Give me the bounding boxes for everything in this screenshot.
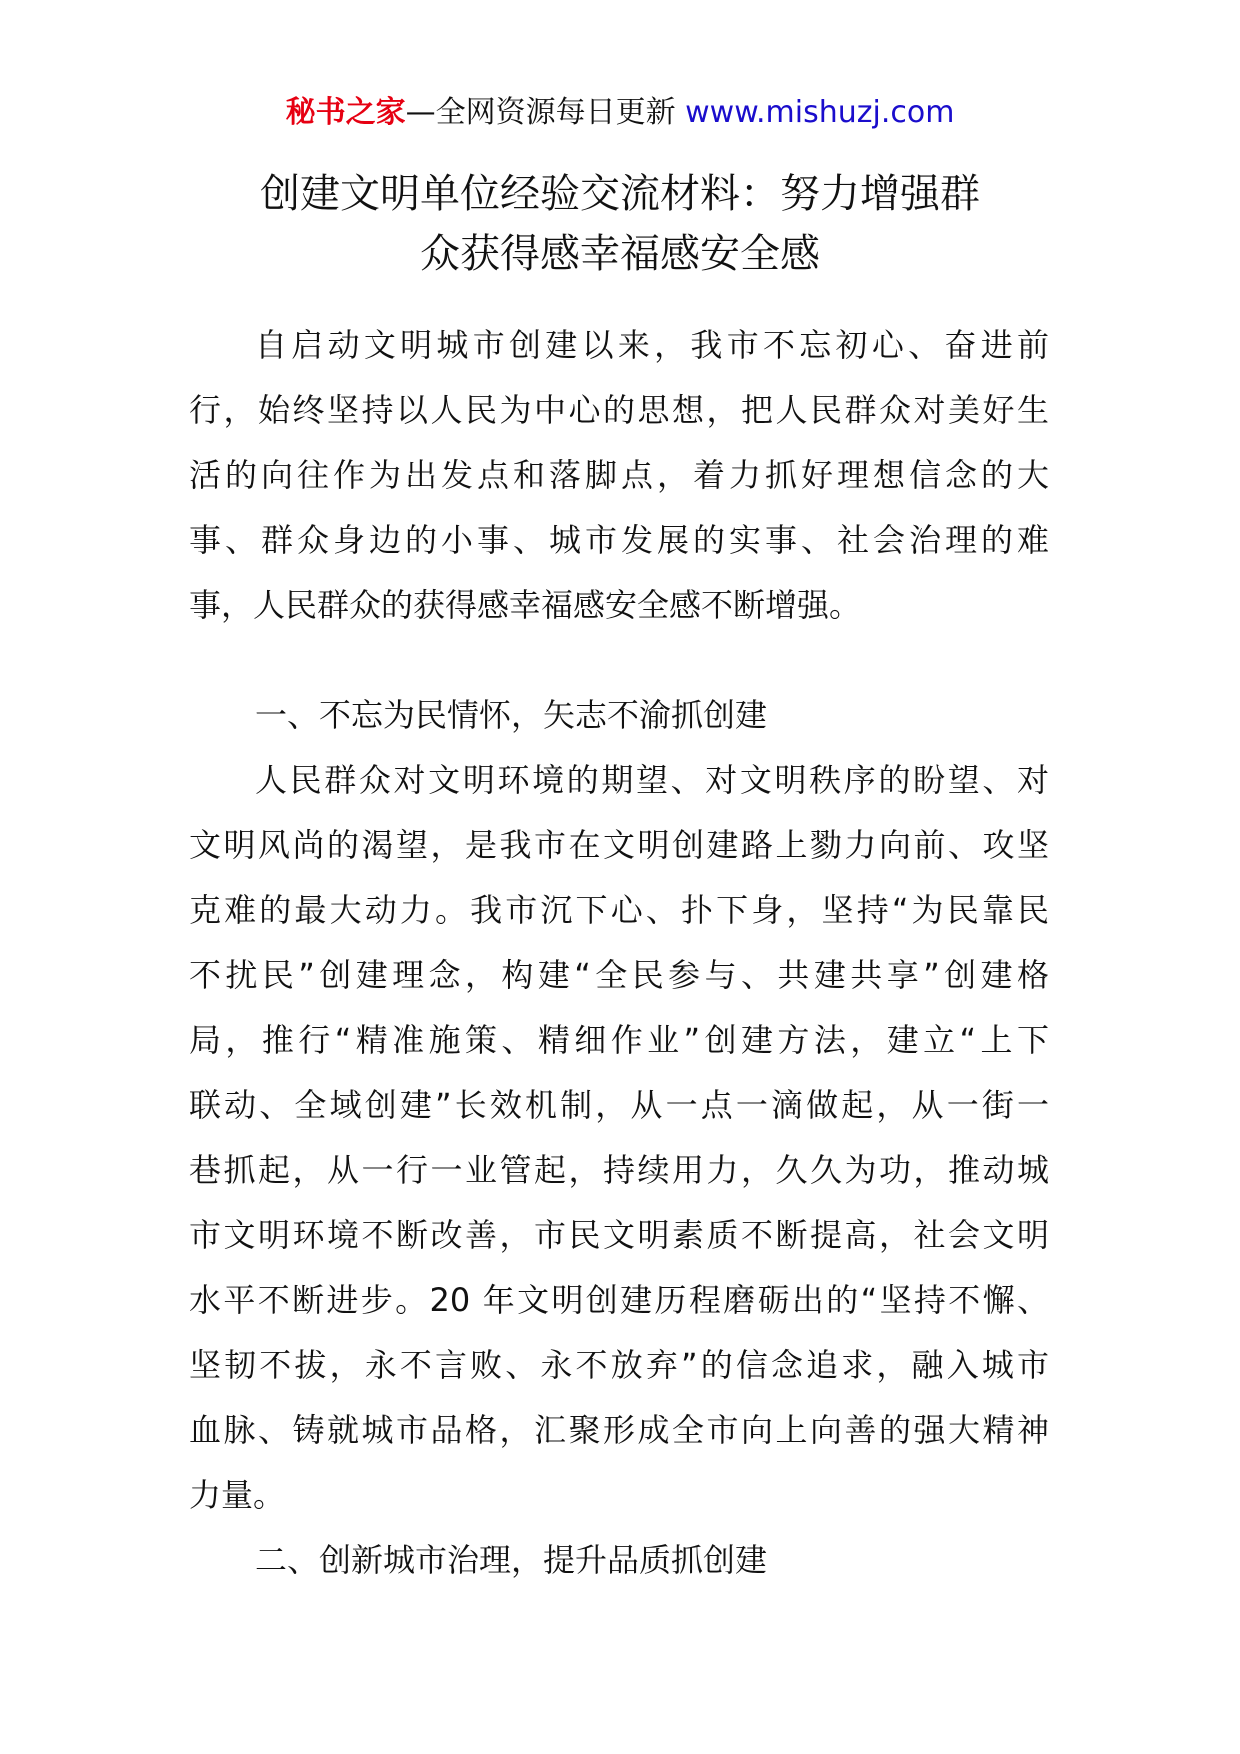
- paragraph-line: 力量。: [189, 1476, 286, 1514]
- paragraph-line: 事，人民群众的获得感幸福感安全感不断增强。: [189, 586, 862, 624]
- section-heading-1: 一、不忘为民情怀，矢志不渝抓创建: [255, 696, 768, 734]
- document-title: [150, 164, 1090, 284]
- title-line-1: 创建文明单位经验交流材料：努力增强群: [260, 171, 980, 217]
- paragraph-line: 行，始终坚持以人民为中心的思想，把人民群众对美好生: [189, 391, 1049, 429]
- site-url-link[interactable]: www.mishuzj.com: [685, 95, 955, 130]
- title-line-2: 众获得感幸福感安全感: [420, 231, 820, 277]
- section-heading-2: 二、创新城市治理，提升品质抓创建: [255, 1541, 768, 1579]
- paragraph-intro: [189, 313, 1049, 638]
- header-tagline: —全网资源每日更新: [405, 95, 676, 130]
- paragraph-line: 人民群众对文明环境的期望、对文明秩序的盼望、对: [255, 761, 1049, 799]
- paragraph-line: 联动、全域创建”长效机制，从一点一滴做起，从一街一: [189, 1086, 1049, 1124]
- paragraph-line: 血脉、铸就城市品格，汇聚形成全市向上向善的强大精神: [189, 1411, 1049, 1449]
- site-header: [0, 93, 1240, 133]
- paragraph-line: 局，推行“精准施策、精细作业”创建方法，建立“上下: [189, 1021, 1049, 1059]
- paragraph-line: 自启动文明城市创建以来，我市不忘初心、奋进前: [255, 326, 1049, 364]
- paragraph-line: 克难的最大动力。我市沉下心、扑下身，坚持“为民靠民: [189, 891, 1049, 929]
- paragraph-line: 坚韧不拔，永不言败、永不放弃”的信念追求，融入城市: [189, 1346, 1049, 1384]
- paragraph-line: 市文明环境不断改善，市民文明素质不断提高，社会文明: [189, 1216, 1049, 1254]
- paragraph-line: 文明风尚的渴望，是我市在文明创建路上勠力向前、攻坚: [189, 826, 1049, 864]
- brand-name: 秘书之家: [285, 95, 406, 130]
- paragraph-line: 事、群众身边的小事、城市发展的实事、社会治理的难: [189, 521, 1049, 559]
- paragraph-line: 活的向往作为出发点和落脚点，着力抓好理想信念的大: [189, 456, 1049, 494]
- paragraph-line: 不扰民”创建理念，构建“全民参与、共建共享”创建格: [189, 956, 1049, 994]
- paragraph-line: 水平不断进步。20 年文明创建历程磨砺出的“坚持不懈、: [189, 1281, 1049, 1319]
- paragraph-line: 巷抓起，从一行一业管起，持续用力，久久为功，推动城: [189, 1151, 1049, 1189]
- paragraph-section-1: [189, 748, 1049, 1528]
